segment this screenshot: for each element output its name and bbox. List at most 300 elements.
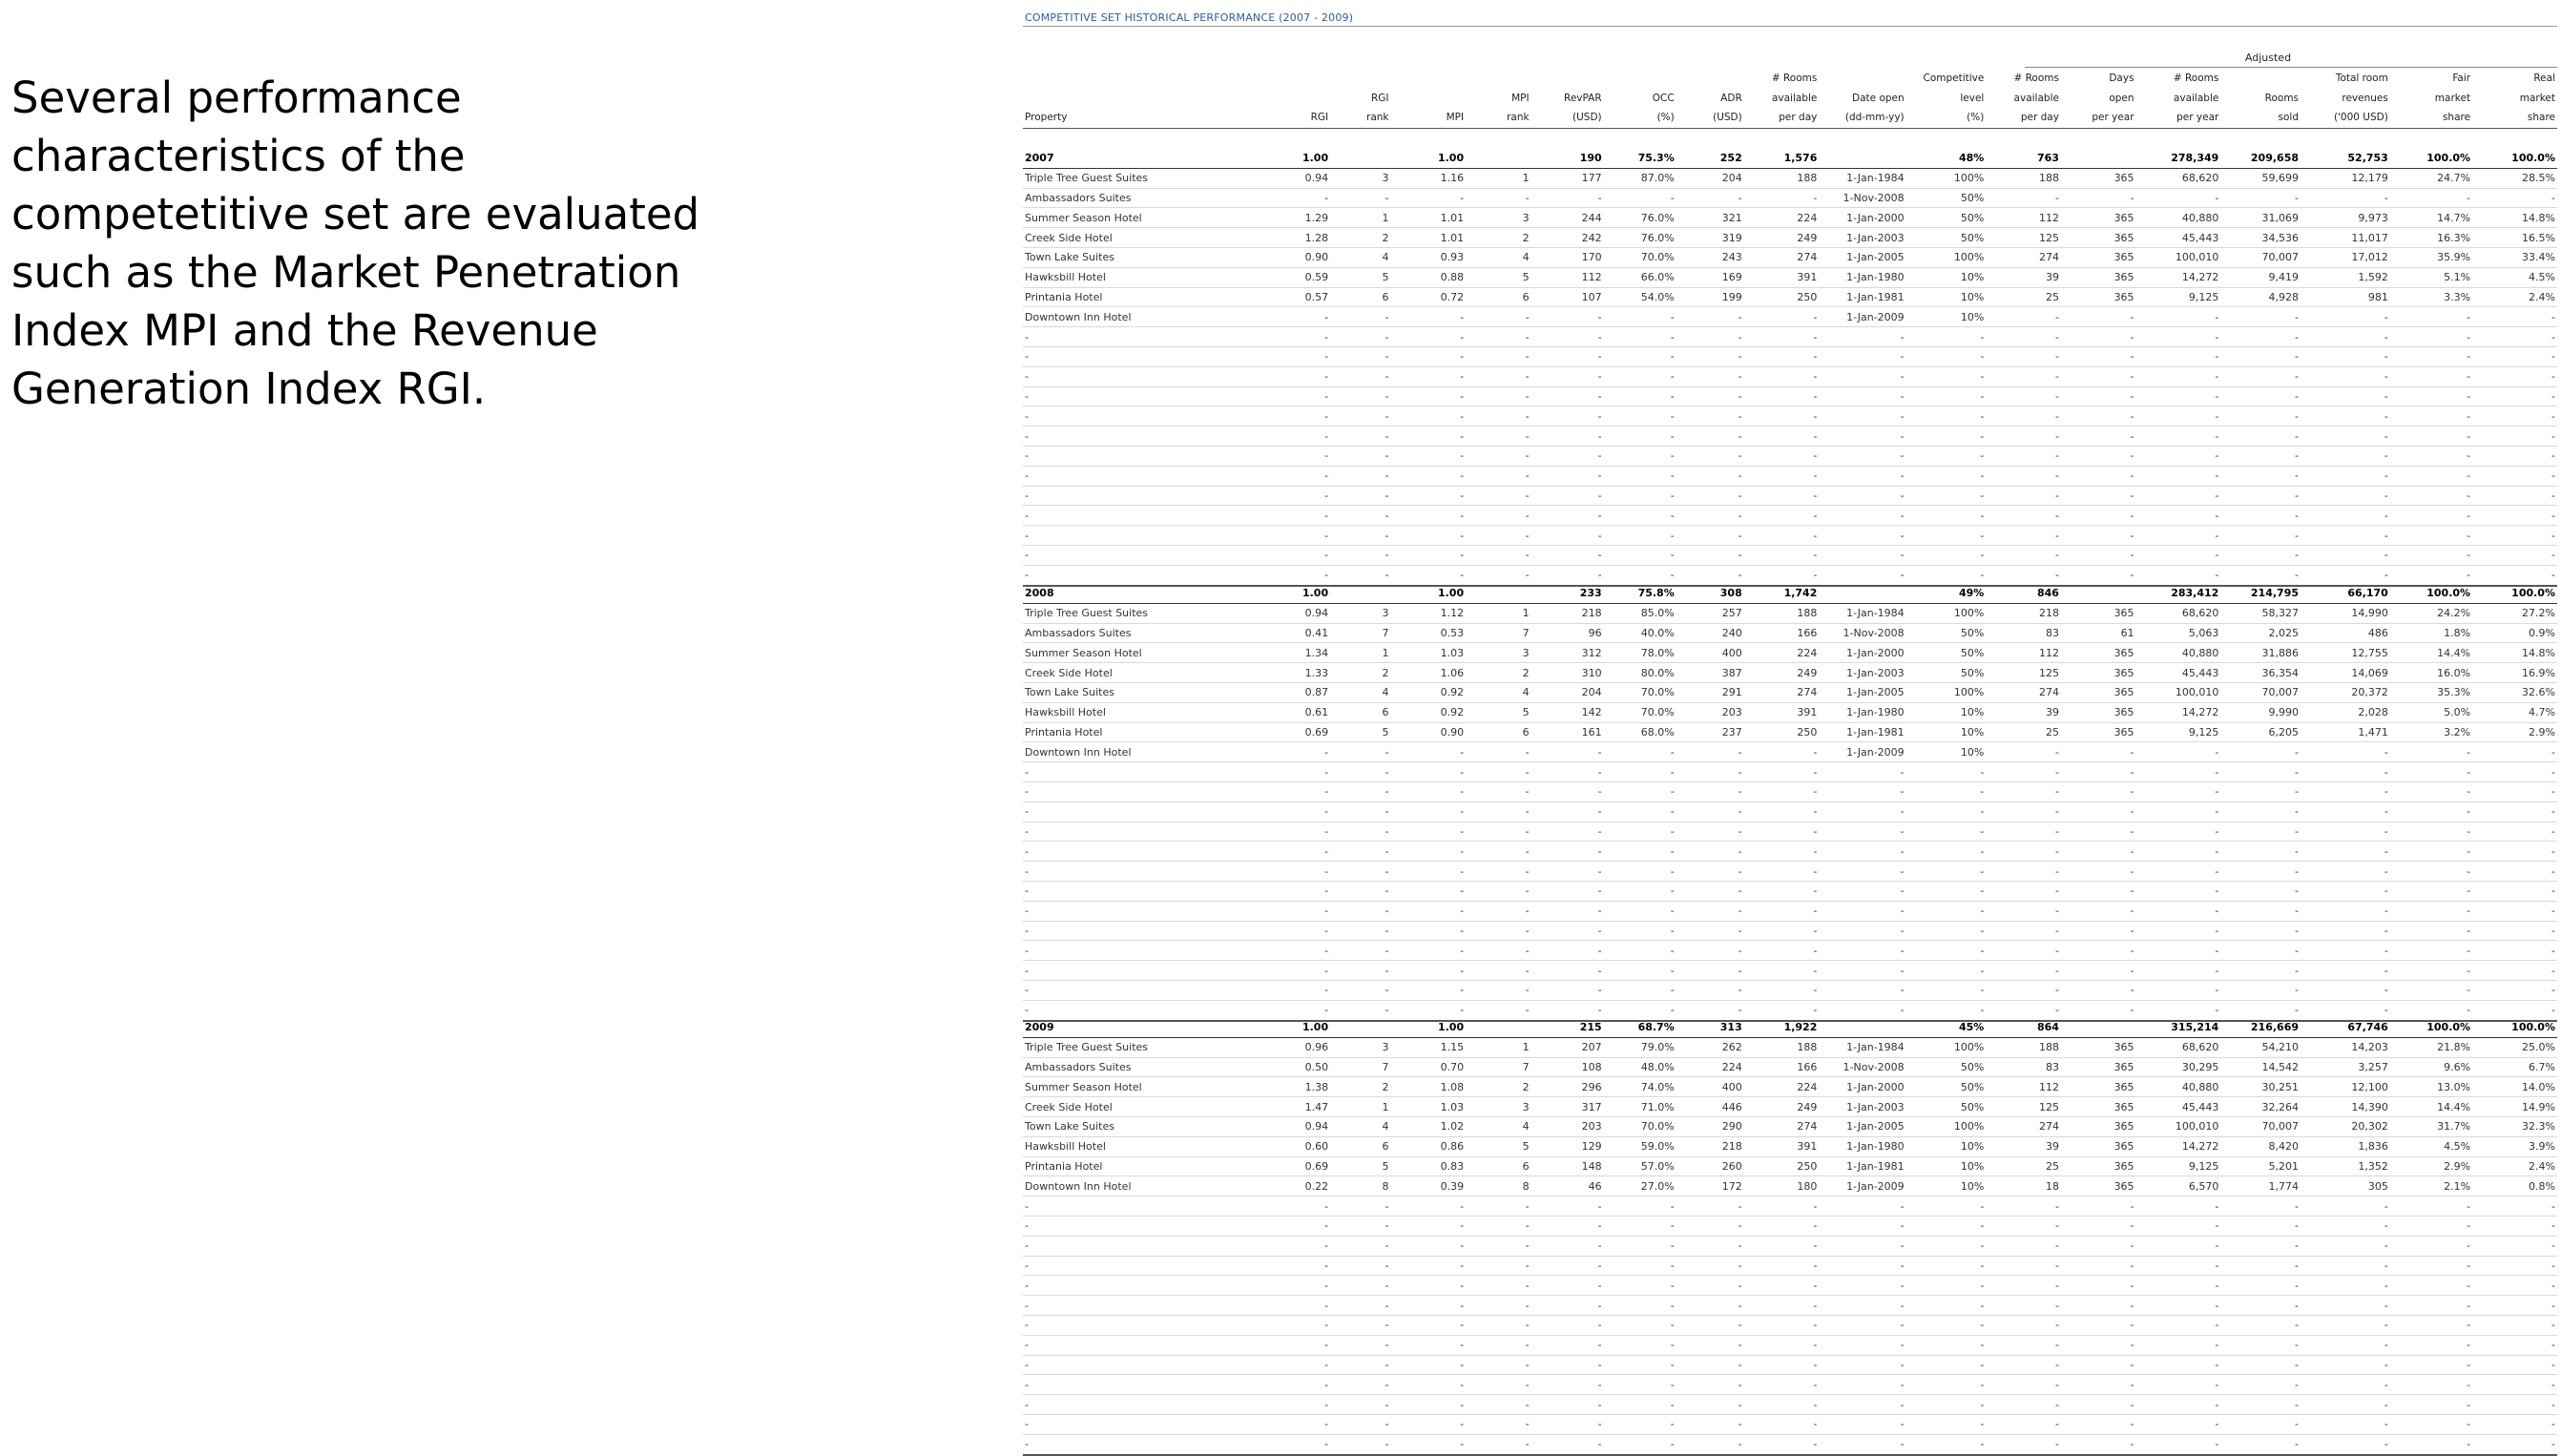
value-cell: - bbox=[1250, 526, 1330, 546]
value-cell: - bbox=[2220, 862, 2301, 882]
value-cell: 0.8% bbox=[2472, 1176, 2557, 1196]
property-cell: 2008 bbox=[1023, 584, 1250, 603]
value-cell: - bbox=[1986, 862, 2061, 882]
property-cell: - bbox=[1023, 466, 1250, 486]
column-header-cell: MPI bbox=[1391, 108, 1467, 128]
value-cell: 0.69 bbox=[1250, 722, 1330, 742]
value-cell: - bbox=[1250, 842, 1330, 862]
value-cell: 68,620 bbox=[2136, 603, 2221, 623]
value-cell: - bbox=[2136, 1434, 2221, 1454]
value-cell: 313 bbox=[1676, 1018, 1744, 1037]
value-cell: 1.03 bbox=[1391, 643, 1467, 663]
value-cell: - bbox=[2220, 307, 2301, 327]
value-cell bbox=[1819, 584, 1905, 603]
value-cell: - bbox=[2390, 762, 2472, 782]
column-header-row bbox=[1023, 69, 2557, 89]
empty-row bbox=[1023, 980, 2557, 1000]
value-cell: - bbox=[1744, 781, 1820, 801]
value-cell: - bbox=[1986, 1236, 2061, 1256]
value-cell: 365 bbox=[2061, 1176, 2136, 1196]
value-cell: - bbox=[1819, 1256, 1905, 1276]
value-cell: - bbox=[1391, 801, 1467, 822]
value-cell: - bbox=[2472, 1434, 2557, 1454]
value-cell: 365 bbox=[2061, 682, 2136, 702]
value-cell: - bbox=[2390, 1236, 2472, 1256]
value-cell: - bbox=[2061, 1216, 2136, 1236]
value-cell: - bbox=[2390, 941, 2472, 961]
value-cell: 296 bbox=[1531, 1077, 1604, 1097]
empty-row bbox=[1023, 862, 2557, 882]
value-cell: 50% bbox=[1906, 208, 1987, 228]
value-cell: - bbox=[2136, 1276, 2221, 1296]
value-cell: - bbox=[1250, 1236, 1330, 1256]
value-cell: - bbox=[2136, 822, 2221, 842]
value-cell: 10% bbox=[1906, 702, 1987, 722]
empty-row bbox=[1023, 446, 2557, 466]
value-cell: - bbox=[1466, 406, 1530, 426]
value-cell: - bbox=[2472, 1335, 2557, 1355]
value-cell: - bbox=[2301, 822, 2390, 842]
empty-row bbox=[1023, 565, 2557, 585]
table-row bbox=[1023, 1097, 2557, 1117]
value-cell: - bbox=[2220, 742, 2301, 762]
value-cell: - bbox=[2301, 366, 2390, 386]
value-cell: - bbox=[1604, 346, 1676, 366]
table-row bbox=[1023, 208, 2557, 228]
property-cell: - bbox=[1023, 446, 1250, 466]
value-cell: - bbox=[2061, 1434, 2136, 1454]
value-cell: 1-Jan-2005 bbox=[1819, 682, 1905, 702]
value-cell: - bbox=[1676, 822, 1744, 842]
value-cell: - bbox=[1250, 386, 1330, 406]
value-cell: 6,570 bbox=[2136, 1176, 2221, 1196]
value-cell: - bbox=[2472, 526, 2557, 546]
value-cell: - bbox=[2472, 781, 2557, 801]
column-header-cell: Days bbox=[2109, 73, 2134, 85]
value-cell: 1-Nov-2008 bbox=[1819, 1057, 1905, 1077]
value-cell: 188 bbox=[1986, 1037, 2061, 1057]
value-cell: - bbox=[2220, 901, 2301, 921]
value-cell: - bbox=[2220, 781, 2301, 801]
value-cell: - bbox=[1531, 486, 1604, 506]
value-cell: 9,973 bbox=[2301, 208, 2390, 228]
value-cell: 100.0% bbox=[2472, 584, 2557, 603]
value-cell: 21.8% bbox=[2390, 1037, 2472, 1057]
value-cell: - bbox=[2220, 1355, 2301, 1375]
column-header-cell: revenues bbox=[2342, 92, 2388, 104]
value-cell: 25.0% bbox=[2472, 1037, 2557, 1057]
value-cell: 14,272 bbox=[2136, 267, 2221, 287]
value-cell: 1-Jan-2003 bbox=[1819, 228, 1905, 248]
value-cell: - bbox=[1604, 1216, 1676, 1236]
value-cell: - bbox=[2301, 1296, 2390, 1316]
value-cell: - bbox=[2301, 526, 2390, 546]
value-cell: - bbox=[1744, 921, 1820, 941]
value-cell: 14,203 bbox=[2301, 1037, 2390, 1057]
value-cell: 365 bbox=[2061, 208, 2136, 228]
value-cell: - bbox=[2301, 446, 2390, 466]
value-cell: - bbox=[1744, 762, 1820, 782]
value-cell: - bbox=[1676, 1414, 1744, 1434]
value-cell: 3 bbox=[1466, 208, 1530, 228]
column-header-cell: available bbox=[2173, 92, 2219, 104]
value-cell: - bbox=[2220, 1236, 2301, 1256]
value-cell: 20,372 bbox=[2301, 682, 2390, 702]
column-header-cell bbox=[1676, 69, 1744, 89]
property-cell: - bbox=[1023, 565, 1250, 585]
value-cell: 24.2% bbox=[2390, 603, 2472, 623]
value-cell: - bbox=[1906, 1216, 1987, 1236]
value-cell: 14.8% bbox=[2472, 208, 2557, 228]
value-cell: - bbox=[2136, 1395, 2221, 1415]
value-cell: 76.0% bbox=[1604, 228, 1676, 248]
value-cell: - bbox=[1466, 1315, 1530, 1335]
value-cell: - bbox=[1676, 762, 1744, 782]
value-cell: - bbox=[1744, 346, 1820, 366]
column-header-cell: # Rooms bbox=[2173, 73, 2219, 85]
table-row bbox=[1023, 663, 2557, 683]
column-header-cell: share bbox=[2472, 108, 2557, 128]
value-cell bbox=[2061, 584, 2136, 603]
value-cell: - bbox=[1819, 862, 1905, 882]
value-cell: 10% bbox=[1906, 267, 1987, 287]
value-cell: 2 bbox=[1466, 228, 1530, 248]
value-cell: - bbox=[1531, 842, 1604, 862]
value-cell: 1.15 bbox=[1391, 1037, 1467, 1057]
property-cell: - bbox=[1023, 1335, 1250, 1355]
value-cell: 27.2% bbox=[2472, 603, 2557, 623]
value-cell: - bbox=[1986, 1375, 2061, 1395]
value-cell: - bbox=[1391, 486, 1467, 506]
value-cell: - bbox=[1330, 1434, 1390, 1454]
value-cell: - bbox=[1604, 961, 1676, 981]
value-cell: - bbox=[1250, 1395, 1330, 1415]
value-cell: - bbox=[1906, 406, 1987, 426]
value-cell: - bbox=[1330, 386, 1390, 406]
column-header-cell bbox=[1604, 69, 1676, 89]
empty-row bbox=[1023, 406, 2557, 426]
value-cell: - bbox=[2220, 842, 2301, 862]
value-cell: - bbox=[2220, 1375, 2301, 1395]
value-cell: 129 bbox=[1531, 1136, 1604, 1156]
value-cell: - bbox=[1330, 842, 1390, 862]
value-cell: - bbox=[1391, 1315, 1467, 1335]
value-cell: - bbox=[1986, 822, 2061, 842]
value-cell: - bbox=[1391, 961, 1467, 981]
value-cell: - bbox=[1466, 327, 1530, 347]
value-cell: 308 bbox=[1676, 584, 1744, 603]
value-cell: 274 bbox=[1986, 247, 2061, 267]
value-cell bbox=[1330, 1018, 1390, 1037]
value-cell: 981 bbox=[2301, 287, 2390, 307]
value-cell: 70.0% bbox=[1604, 247, 1676, 267]
value-cell: - bbox=[1819, 1434, 1905, 1454]
value-cell: - bbox=[1466, 881, 1530, 901]
value-cell: 0.88 bbox=[1391, 267, 1467, 287]
value-cell: - bbox=[1531, 901, 1604, 921]
value-cell: - bbox=[1676, 1256, 1744, 1276]
value-cell: 32.6% bbox=[2472, 682, 2557, 702]
value-cell: 6 bbox=[1466, 287, 1530, 307]
value-cell: - bbox=[1466, 1000, 1530, 1020]
value-cell: - bbox=[2061, 446, 2136, 466]
value-cell: 291 bbox=[1676, 682, 1744, 702]
value-cell: 317 bbox=[1531, 1097, 1604, 1117]
value-cell: - bbox=[1466, 188, 1530, 208]
column-header-cell: rank bbox=[1330, 108, 1390, 128]
value-cell: - bbox=[1330, 366, 1390, 386]
value-cell: 6 bbox=[1330, 1136, 1390, 1156]
value-cell: - bbox=[1531, 1414, 1604, 1434]
value-cell: - bbox=[1906, 506, 1987, 526]
value-cell: - bbox=[1531, 188, 1604, 208]
value-cell: 274 bbox=[1744, 1116, 1820, 1136]
value-cell: 112 bbox=[1986, 1077, 2061, 1097]
value-cell: - bbox=[1906, 881, 1987, 901]
value-cell: - bbox=[2390, 742, 2472, 762]
value-cell: - bbox=[1744, 1000, 1820, 1020]
value-cell: - bbox=[2061, 506, 2136, 526]
value-cell: - bbox=[1391, 1216, 1467, 1236]
value-cell: - bbox=[1819, 1276, 1905, 1296]
value-cell: - bbox=[1466, 1296, 1530, 1316]
value-cell: - bbox=[1391, 426, 1467, 447]
value-cell: - bbox=[1391, 881, 1467, 901]
value-cell: 35.9% bbox=[2390, 247, 2472, 267]
value-cell: - bbox=[2136, 901, 2221, 921]
value-cell: 16.3% bbox=[2390, 228, 2472, 248]
value-cell: - bbox=[1744, 1335, 1820, 1355]
value-cell: - bbox=[1744, 961, 1820, 981]
value-cell: - bbox=[1906, 486, 1987, 506]
value-cell: - bbox=[2301, 980, 2390, 1000]
value-cell: - bbox=[1676, 406, 1744, 426]
value-cell: 112 bbox=[1986, 208, 2061, 228]
value-cell: - bbox=[2390, 980, 2472, 1000]
value-cell: - bbox=[1391, 466, 1467, 486]
value-cell: - bbox=[2390, 1315, 2472, 1335]
value-cell: 0.72 bbox=[1391, 287, 1467, 307]
value-cell: - bbox=[2390, 426, 2472, 447]
table-row bbox=[1023, 1156, 2557, 1176]
value-cell: - bbox=[2061, 1315, 2136, 1335]
value-cell: - bbox=[1250, 822, 1330, 842]
value-cell: - bbox=[1819, 526, 1905, 546]
table-row bbox=[1023, 287, 2557, 307]
value-cell: 31,069 bbox=[2220, 208, 2301, 228]
empty-row bbox=[1023, 781, 2557, 801]
empty-row bbox=[1023, 1296, 2557, 1316]
value-cell: - bbox=[2301, 406, 2390, 426]
value-cell: - bbox=[2472, 565, 2557, 585]
value-cell: - bbox=[1330, 346, 1390, 366]
value-cell: - bbox=[2061, 1296, 2136, 1316]
property-cell: - bbox=[1023, 862, 1250, 882]
value-cell: 4 bbox=[1330, 682, 1390, 702]
value-cell: - bbox=[2390, 1375, 2472, 1395]
value-cell: 365 bbox=[2061, 1156, 2136, 1176]
value-cell: - bbox=[1744, 822, 1820, 842]
value-cell: - bbox=[1391, 446, 1467, 466]
column-header-cell bbox=[1250, 89, 1330, 109]
value-cell: 59.0% bbox=[1604, 1136, 1676, 1156]
table-row bbox=[1023, 228, 2557, 248]
value-cell: 188 bbox=[1744, 168, 1820, 188]
value-cell: - bbox=[1986, 1355, 2061, 1375]
value-cell: - bbox=[1330, 961, 1390, 981]
value-cell: - bbox=[1250, 366, 1330, 386]
value-cell: - bbox=[1250, 921, 1330, 941]
value-cell: - bbox=[2472, 1395, 2557, 1415]
value-cell: 83 bbox=[1986, 623, 2061, 643]
value-cell: 172 bbox=[1676, 1176, 1744, 1196]
value-cell: 13.0% bbox=[2390, 1077, 2472, 1097]
value-cell: - bbox=[1531, 446, 1604, 466]
value-cell: 9,419 bbox=[2220, 267, 2301, 287]
value-cell: 142 bbox=[1531, 702, 1604, 722]
value-cell: - bbox=[2301, 781, 2390, 801]
value-cell: - bbox=[1906, 426, 1987, 447]
value-cell: 45,443 bbox=[2136, 228, 2221, 248]
value-cell: 39 bbox=[1986, 1136, 2061, 1156]
value-cell: - bbox=[2136, 961, 2221, 981]
value-cell: - bbox=[2136, 565, 2221, 585]
value-cell: - bbox=[1986, 446, 2061, 466]
value-cell: 0.9% bbox=[2472, 623, 2557, 643]
value-cell: - bbox=[1250, 466, 1330, 486]
value-cell: - bbox=[1330, 1355, 1390, 1375]
value-cell: - bbox=[1986, 1315, 2061, 1335]
value-cell: 2,025 bbox=[2220, 623, 2301, 643]
column-header-cell: Total room bbox=[2335, 73, 2388, 85]
year-block-2008 bbox=[1023, 584, 2557, 1022]
value-cell: 218 bbox=[1676, 1136, 1744, 1156]
property-cell: Summer Season Hotel bbox=[1023, 1077, 1250, 1097]
value-cell: - bbox=[2136, 1315, 2221, 1335]
value-cell: 27.0% bbox=[1604, 1176, 1676, 1196]
empty-row bbox=[1023, 1335, 2557, 1355]
value-cell: - bbox=[1906, 1355, 1987, 1375]
value-cell: 20,302 bbox=[2301, 1116, 2390, 1136]
value-cell: 3 bbox=[1330, 603, 1390, 623]
value-cell: - bbox=[1906, 862, 1987, 882]
value-cell: - bbox=[2220, 762, 2301, 782]
value-cell bbox=[1466, 1018, 1530, 1037]
property-cell: - bbox=[1023, 545, 1250, 565]
property-cell: - bbox=[1023, 406, 1250, 426]
value-cell: - bbox=[2390, 1216, 2472, 1236]
value-cell: - bbox=[2136, 1196, 2221, 1217]
value-cell: 3.3% bbox=[2390, 287, 2472, 307]
value-cell: - bbox=[1819, 980, 1905, 1000]
value-cell: - bbox=[2472, 921, 2557, 941]
value-cell: - bbox=[2136, 426, 2221, 447]
value-cell: - bbox=[2136, 1375, 2221, 1395]
value-cell: - bbox=[1906, 980, 1987, 1000]
value-cell: - bbox=[1676, 1000, 1744, 1020]
value-cell bbox=[1466, 584, 1530, 603]
value-cell: 365 bbox=[2061, 1057, 2136, 1077]
value-cell: - bbox=[2390, 822, 2472, 842]
value-cell: - bbox=[1391, 862, 1467, 882]
value-cell: - bbox=[1986, 346, 2061, 366]
value-cell: - bbox=[1330, 1236, 1390, 1256]
value-cell: - bbox=[1676, 1216, 1744, 1236]
value-cell: - bbox=[1744, 366, 1820, 386]
value-cell: - bbox=[1391, 742, 1467, 762]
value-cell: - bbox=[1531, 1434, 1604, 1454]
value-cell: - bbox=[1906, 1296, 1987, 1316]
value-cell: - bbox=[1744, 506, 1820, 526]
empty-row bbox=[1023, 426, 2557, 447]
value-cell: 2 bbox=[1330, 1077, 1390, 1097]
column-header-cell: rank bbox=[1466, 108, 1530, 128]
year-total-row bbox=[1023, 1018, 2557, 1037]
value-cell: 0.59 bbox=[1250, 267, 1330, 287]
property-cell: - bbox=[1023, 1375, 1250, 1395]
value-cell: - bbox=[2061, 881, 2136, 901]
property-cell: - bbox=[1023, 1276, 1250, 1296]
value-cell: 4,928 bbox=[2220, 287, 2301, 307]
column-header-cell: RevPAR bbox=[1564, 92, 1602, 104]
property-cell: - bbox=[1023, 1355, 1250, 1375]
value-cell: 5.1% bbox=[2390, 267, 2472, 287]
value-cell: - bbox=[2136, 921, 2221, 941]
value-cell: 61 bbox=[2061, 623, 2136, 643]
value-cell: - bbox=[2061, 1196, 2136, 1217]
value-cell: - bbox=[2301, 801, 2390, 822]
value-cell: - bbox=[2472, 545, 2557, 565]
value-cell: 100.0% bbox=[2472, 1018, 2557, 1037]
value-cell: 161 bbox=[1531, 722, 1604, 742]
value-cell: 214,795 bbox=[2220, 584, 2301, 603]
value-cell: - bbox=[1604, 426, 1676, 447]
value-cell: - bbox=[1531, 980, 1604, 1000]
value-cell: - bbox=[1676, 1236, 1744, 1256]
value-cell: 312 bbox=[1531, 643, 1604, 663]
column-header-cell: (USD) bbox=[1531, 108, 1604, 128]
empty-row bbox=[1023, 1236, 2557, 1256]
value-cell: - bbox=[2220, 386, 2301, 406]
value-cell: 0.87 bbox=[1250, 682, 1330, 702]
column-header-cell bbox=[1250, 69, 1330, 89]
value-cell: - bbox=[1466, 801, 1530, 822]
value-cell: - bbox=[1604, 842, 1676, 862]
empty-row bbox=[1023, 1434, 2557, 1454]
value-cell: - bbox=[1531, 1216, 1604, 1236]
value-cell: - bbox=[2301, 1414, 2390, 1434]
value-cell: 3 bbox=[1330, 168, 1390, 188]
value-cell: - bbox=[1330, 980, 1390, 1000]
value-cell: - bbox=[1676, 307, 1744, 327]
value-cell: 365 bbox=[2061, 1077, 2136, 1097]
value-cell: 125 bbox=[1986, 663, 2061, 683]
value-cell: - bbox=[1676, 742, 1744, 762]
value-cell: - bbox=[1531, 1355, 1604, 1375]
value-cell: 1-Jan-2003 bbox=[1819, 663, 1905, 683]
empty-row bbox=[1023, 961, 2557, 981]
value-cell: - bbox=[1330, 1375, 1390, 1395]
value-cell: - bbox=[1250, 307, 1330, 327]
value-cell: - bbox=[1604, 1395, 1676, 1415]
value-cell: - bbox=[2390, 1434, 2472, 1454]
value-cell: - bbox=[1676, 545, 1744, 565]
value-cell: - bbox=[2136, 188, 2221, 208]
value-cell: 8,420 bbox=[2220, 1136, 2301, 1156]
value-cell: - bbox=[1391, 762, 1467, 782]
value-cell: - bbox=[1744, 426, 1820, 447]
value-cell: - bbox=[1391, 1414, 1467, 1434]
